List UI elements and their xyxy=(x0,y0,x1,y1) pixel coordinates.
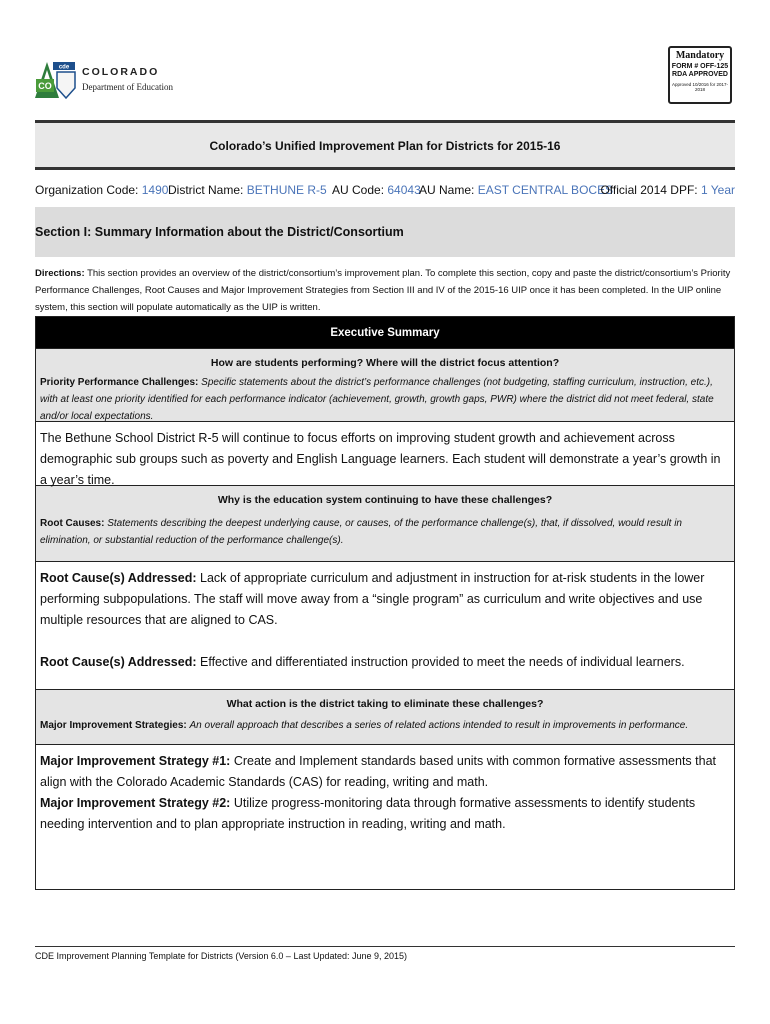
q2-answer1-label: Root Cause(s) Addressed: xyxy=(40,571,197,585)
page-title: Colorado’s Unified Improvement Plan for Districts for 2015-16 xyxy=(209,139,561,153)
q1-answer: The Bethune School District R-5 will continue to focus efforts on improving student growth and achievement across demographic sub groups such as poverty and English Language learners. Each student will demonstrate a year’s growth in a year’s time. xyxy=(36,421,734,485)
stamp-line2: FORM # OFF-125 xyxy=(671,63,729,70)
q3-answer xyxy=(36,744,734,889)
q2-desc: Statements describing the deepest underlying cause, or causes, of the performance challenge(s), that, if dissolved, would result in elimination, or substantial reduction of the performance challenge(s). xyxy=(40,518,682,546)
q3-desc: An overall approach that describes a series of related actions intended to result in improvements in performance. xyxy=(189,720,689,731)
q2-answer1: Lack of appropriate curriculum and adjustment in instruction for at-risk students in the lower performing subpopulations. The staff will move away from a “single program” as curriculum and write objectives and use multiple resources that are aligned to CAS. xyxy=(40,571,705,627)
directions xyxy=(35,265,735,316)
q2-answer xyxy=(36,561,734,689)
executive-summary-title: Executive Summary xyxy=(36,317,734,348)
q2-label: Root Causes: xyxy=(40,518,105,529)
q3-answer1: Create and Implement standards based units with common formative assessments that align with the Colorado Academic Standards (CAS) for reading, writing and math. xyxy=(40,754,716,789)
org-code: Organization Code: 1490 xyxy=(35,183,169,197)
q3-answer1-label: Major Improvement Strategy #1: xyxy=(40,754,231,768)
mandatory-stamp xyxy=(668,46,732,104)
au-code: AU Code: 64043 xyxy=(332,183,421,197)
official-dpf: Official 2014 DPF: 1 Year xyxy=(600,183,735,197)
title-band xyxy=(35,120,735,170)
logo-text: CO xyxy=(38,81,52,91)
directions-text: This section provides an overview of the district/consortium’s improvement plan. To complete this section, copy and paste the district/consortium’s Priority Performance Challenges, Root Causes and Major Improvement Strategies from Section III and IV of the 2015-16 UIP once it has been completed. In the UIP online system, this section will populate automatically as the UIP is written. xyxy=(35,268,731,313)
executive-summary-table xyxy=(35,316,735,890)
q2-question: Why is the education system continuing to have these challenges? xyxy=(217,494,553,506)
au-name: AU Name: EAST CENTRAL BOCES xyxy=(419,183,614,197)
department-name: Department of Education xyxy=(82,82,173,92)
section-title: Section I: Summary Information about the District/Consortium xyxy=(35,225,404,239)
colorado-logo-icon xyxy=(35,60,80,100)
section-band xyxy=(35,207,735,257)
directions-label: Directions: xyxy=(35,268,85,279)
q3-question: What action is the district taking to eliminate these challenges? xyxy=(226,698,544,710)
q1-label: Priority Performance Challenges: xyxy=(40,377,199,388)
footer-divider xyxy=(35,946,735,947)
stamp-line1: Mandatory xyxy=(675,50,725,61)
q1-desc: Specific statements about the district’s performance challenges (not budgeting, staffing curriculum, instruction, etc.), with at least one priority identified for each performance indicator (achievement, growth, growth gaps, PWR) where the district did not meet federal, state and/or local expectations. xyxy=(40,377,714,422)
q2-answer2-label: Root Cause(s) Addressed: xyxy=(40,655,197,669)
stamp-line4: Approved 10/2016 for 2017-2018 xyxy=(671,82,729,92)
q3-prompt xyxy=(36,689,734,744)
q1-prompt xyxy=(36,348,734,421)
q3-answer2-label: Major Improvement Strategy #2: xyxy=(40,796,231,810)
q2-answer2: Effective and differentiated instruction provided to meet the needs of individual learners. xyxy=(200,655,685,669)
footer-text: CDE Improvement Planning Template for Districts (Version 6.0 – Last Updated: June 9, 2015) xyxy=(35,951,408,961)
q3-answer2: Utilize progress-monitoring data through formative assessments to identify students needing intervention and to plan appropriate instruction in reading, writing and math. xyxy=(40,796,696,831)
brand-name: COLORADO xyxy=(82,66,160,78)
q2-prompt xyxy=(36,485,734,561)
district-name: District Name: BETHUNE R-5 xyxy=(168,183,327,197)
stamp-line3: RDA APPROVED xyxy=(672,71,728,78)
logo-mark: cde xyxy=(58,64,70,71)
q1-question: How are students performing? Where will the district focus attention? xyxy=(210,357,560,369)
q3-label: Major Improvement Strategies: xyxy=(40,720,187,731)
